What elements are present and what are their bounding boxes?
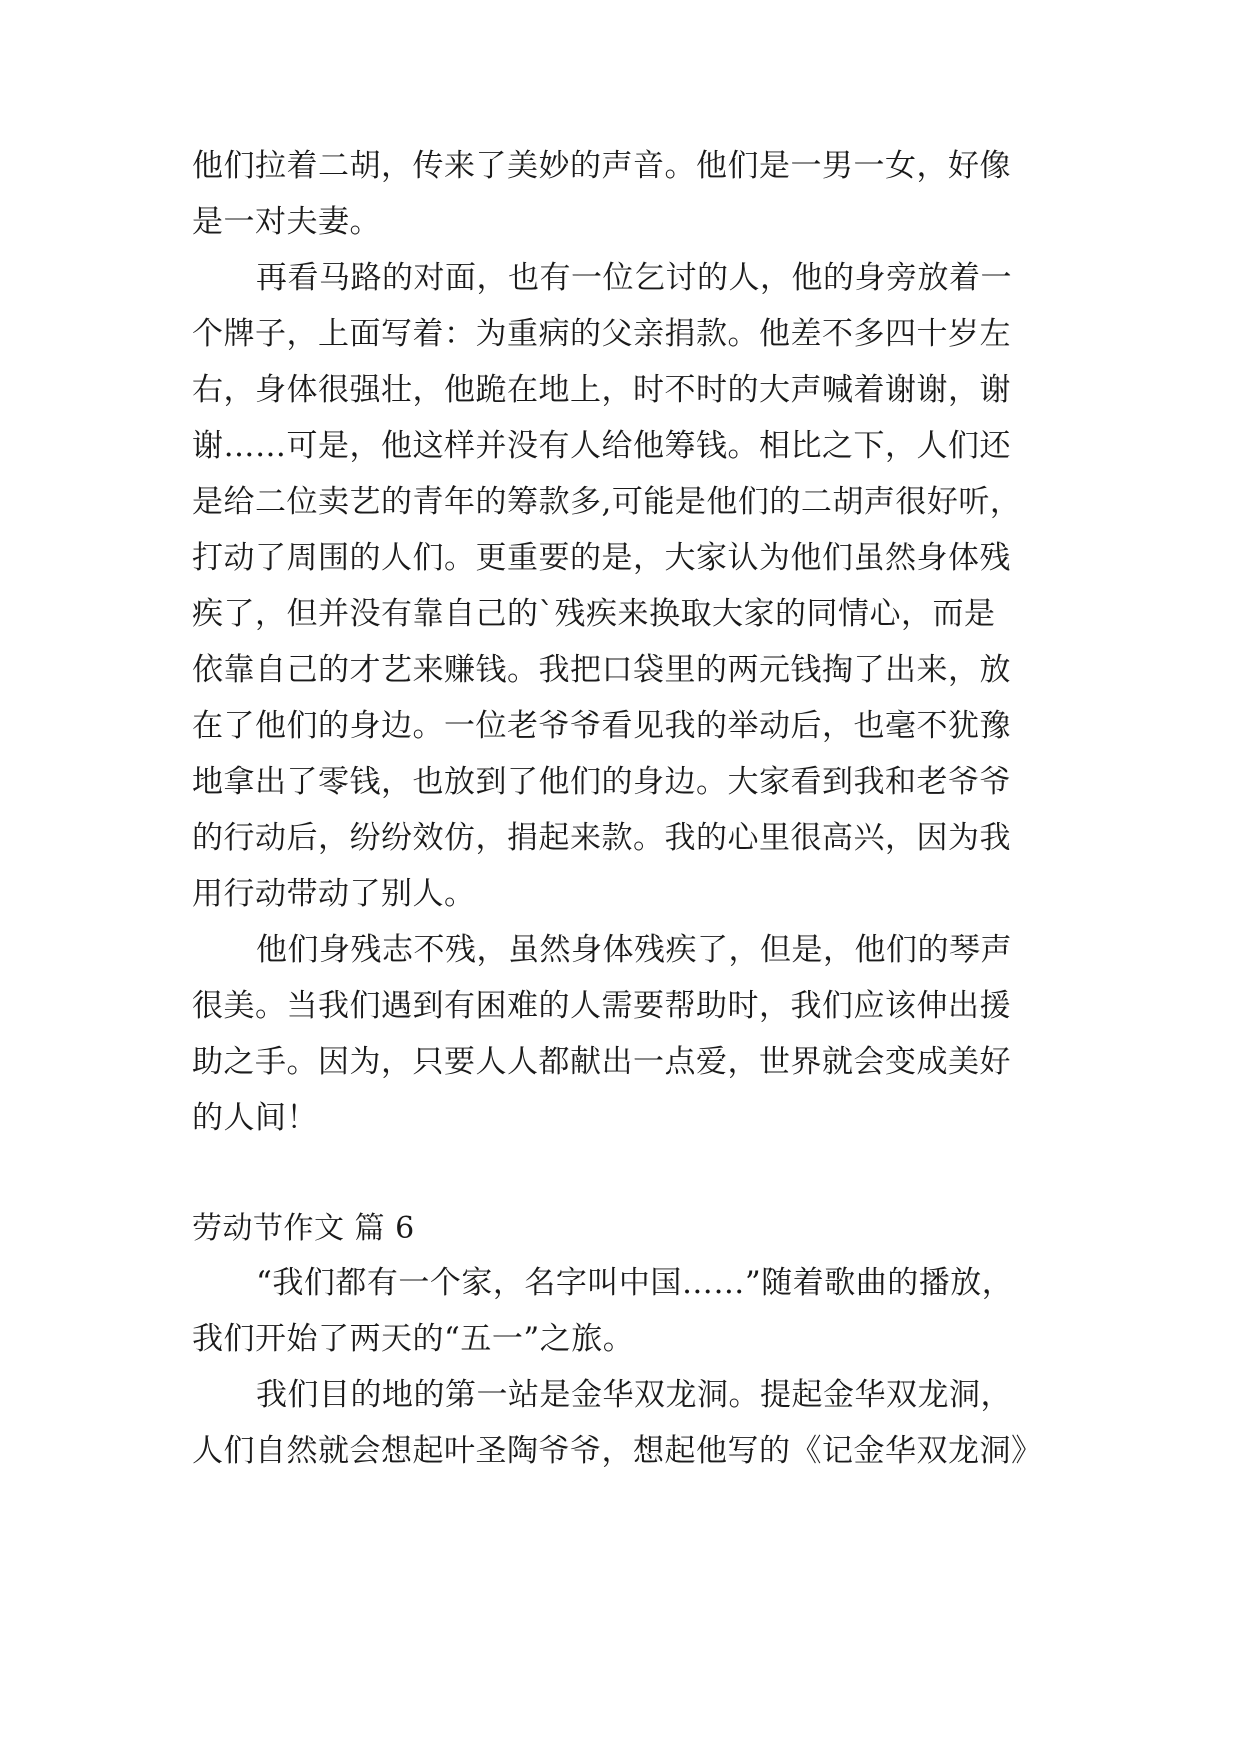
paragraph-line: 他们身残志不残，虽然身体残疾了，但是，他们的琴声 xyxy=(256,932,1012,968)
paragraph-line: 人们自然就会想起叶圣陶爷爷，想起他写的《记金华双龙洞》 xyxy=(192,1433,1043,1469)
paragraph-line: 的人间！ xyxy=(192,1100,318,1136)
paragraph-line: “我们都有一个家，名字叫中国……”随着歌曲的播放， xyxy=(256,1265,1014,1301)
paragraph-line: 我们目的地的第一站是金华双龙洞。提起金华双龙洞， xyxy=(256,1377,1012,1413)
paragraph-line: 我们开始了两天的“五一”之旅。 xyxy=(192,1321,635,1357)
paragraph-line: 是给二位卖艺的青年的筹款多,可能是他们的二胡声很好听， xyxy=(192,484,1022,520)
paragraph-line: 疾了，但并没有靠自己的`残疾来换取大家的同情心，而是 xyxy=(192,596,996,632)
paragraph-line: 是一对夫妻。 xyxy=(192,204,381,240)
paragraph-line: 地拿出了零钱，也放到了他们的身边。大家看到我和老爷爷 xyxy=(192,764,1011,800)
paragraph-line: 谢……可是，他这样并没有人给他筹钱。相比之下，人们还 xyxy=(192,428,1011,464)
paragraph-line: 助之手。因为，只要人人都献出一点爱，世界就会变成美好 xyxy=(192,1044,1011,1080)
paragraph-line: 依靠自己的才艺来赚钱。我把口袋里的两元钱掏了出来，放 xyxy=(192,652,1011,688)
paragraph-line: 右，身体很强壮，他跪在地上，时不时的大声喊着谢谢，谢 xyxy=(192,372,1011,408)
paragraph-line: 用行动带动了别人。 xyxy=(192,876,476,912)
paragraph-line: 个牌子，上面写着：为重病的父亲捐款。他差不多四十岁左 xyxy=(192,316,1011,352)
paragraph-line: 的行动后，纷纷效仿，捐起来款。我的心里很高兴，因为我 xyxy=(192,820,1011,856)
paragraph-line: 再看马路的对面，也有一位乞讨的人，他的身旁放着一 xyxy=(256,260,1012,296)
paragraph-line: 他们拉着二胡，传来了美妙的声音。他们是一男一女，好像 xyxy=(192,148,1011,184)
section-heading: 劳动节作文 篇 6 xyxy=(192,1211,415,1246)
paragraph-line: 打动了周围的人们。更重要的是，大家认为他们虽然身体残 xyxy=(192,540,1011,576)
paragraph-line: 很美。当我们遇到有困难的人需要帮助时，我们应该伸出援 xyxy=(192,988,1011,1024)
paragraph-line: 在了他们的身边。一位老爷爷看见我的举动后，也毫不犹豫 xyxy=(192,708,1011,744)
